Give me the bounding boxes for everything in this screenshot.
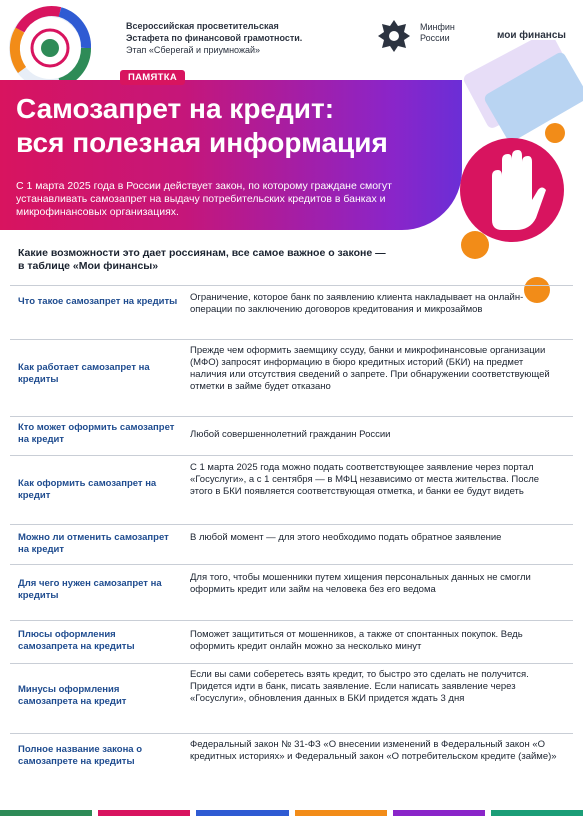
minfin-line-2: России xyxy=(420,33,450,43)
row-question: Полное название закона о самозапрете на кредиты xyxy=(18,744,143,767)
banknote-icon xyxy=(462,40,583,143)
footer-stripes xyxy=(0,810,583,816)
row-answer: Любой совершеннолетний гражданин России xyxy=(190,429,391,440)
row-question: Кто может оформить самозапрет на кредит xyxy=(18,422,175,445)
organizer-info xyxy=(126,20,302,56)
table-row xyxy=(10,524,573,564)
stripe xyxy=(491,810,583,816)
title-line-1: Самозапрет на кредит: xyxy=(16,93,335,124)
table-row xyxy=(10,339,573,416)
stage-label: Этап «Сберегай и приумножай» xyxy=(126,45,261,55)
minfin-line-1: Минфин xyxy=(420,22,455,32)
table-row xyxy=(10,564,573,620)
table-row xyxy=(10,285,573,339)
row-answer: Ограничение, которое банк по заявлению клиента накладывает на онлайн-операции по заключению договоров кредитования и микрозаймов xyxy=(190,292,524,315)
row-answer: Прежде чем оформить заемщику ссуду, банки и микрофинансовые организации (МФО) запросят информацию в бюро кредитных историй (БКИ) на предмет наличия или отсутствия сведений о запрете. При обнаружении соответствующей отметки в займе будет отказано xyxy=(190,345,550,392)
brand-logo: мои финансы xyxy=(497,30,566,41)
table-row xyxy=(10,663,573,733)
table-row xyxy=(10,455,573,524)
stripe xyxy=(295,810,387,816)
stripe xyxy=(393,810,485,816)
table-row xyxy=(10,733,573,789)
coat-of-arms-icon xyxy=(374,16,414,56)
row-answer: Федеральный закон № 31-ФЗ «О внесении изменений в Федеральный закон «О кредитных историях» и Федеральный закон «О потребительском кредите (займе)» xyxy=(190,739,557,762)
row-answer: Если вы сами соберетесь взять кредит, то быстро это сделать не получится. Придется идти в банк, писать заявление. Если написать заявление через «Госуслуги», обновления данных в БКИ придется ждать 3 дня xyxy=(190,669,529,704)
row-question: Как работает самозапрет на кредиты xyxy=(18,362,150,385)
memo-badge: ПАМЯТКА xyxy=(120,70,185,85)
row-question: Что такое самозапрет на кредиты xyxy=(18,296,178,307)
table-row xyxy=(10,620,573,663)
row-answer: В любой момент — для этого необходимо подать обратное заявление xyxy=(190,532,502,543)
row-question: Плюсы оформления самозапрета на кредиты xyxy=(18,629,135,652)
row-answer: С 1 марта 2025 года можно подать соответствующее заявление через портал «Госуслуги», а с 1 сентября — в МФЦ независимо от места жительства. После этого в БКИ появляется соответствующая отметка, и банки ее будут видеть xyxy=(190,462,540,497)
row-question: Минусы оформления самозапрета на кредит xyxy=(18,684,127,707)
org-line-2: Эстафета по финансовой грамотности. xyxy=(126,33,303,43)
title-line-2: вся полезная информация xyxy=(16,127,388,158)
page-title xyxy=(16,92,388,160)
stop-hand-icon xyxy=(460,138,564,242)
row-answer: Поможет защититься от мошенников, а также от спонтанных покупок. Ведь оформить кредит онлайн можно за несколько минут xyxy=(190,629,523,652)
row-answer: Для того, чтобы мошенники путем хищения персональных данных не смогли оформить кредит или займ на человека без его ведома xyxy=(190,572,531,595)
intro-text: С 1 марта 2025 года в России действует закон, по которому граждане смогут устанавливать самозапрет на выдачу потребительских кредитов в банках и микрофинансовых организациях. xyxy=(16,180,392,218)
table-heading: Какие возможности это дает россиянам, все самое важное о законе — в таблице «Мои финансы» xyxy=(18,247,386,272)
row-question: Для чего нужен самозапрет на кредиты xyxy=(18,578,162,601)
row-question: Можно ли отменить самозапрет на кредит xyxy=(18,532,169,555)
table-row xyxy=(10,416,573,455)
row-question: Как оформить самозапрет на кредит xyxy=(18,478,157,501)
stripe xyxy=(196,810,288,816)
org-line-1: Всероссийская просветительская xyxy=(126,21,279,31)
decoration-group xyxy=(440,40,583,310)
stripe xyxy=(98,810,190,816)
stripe xyxy=(0,810,92,816)
